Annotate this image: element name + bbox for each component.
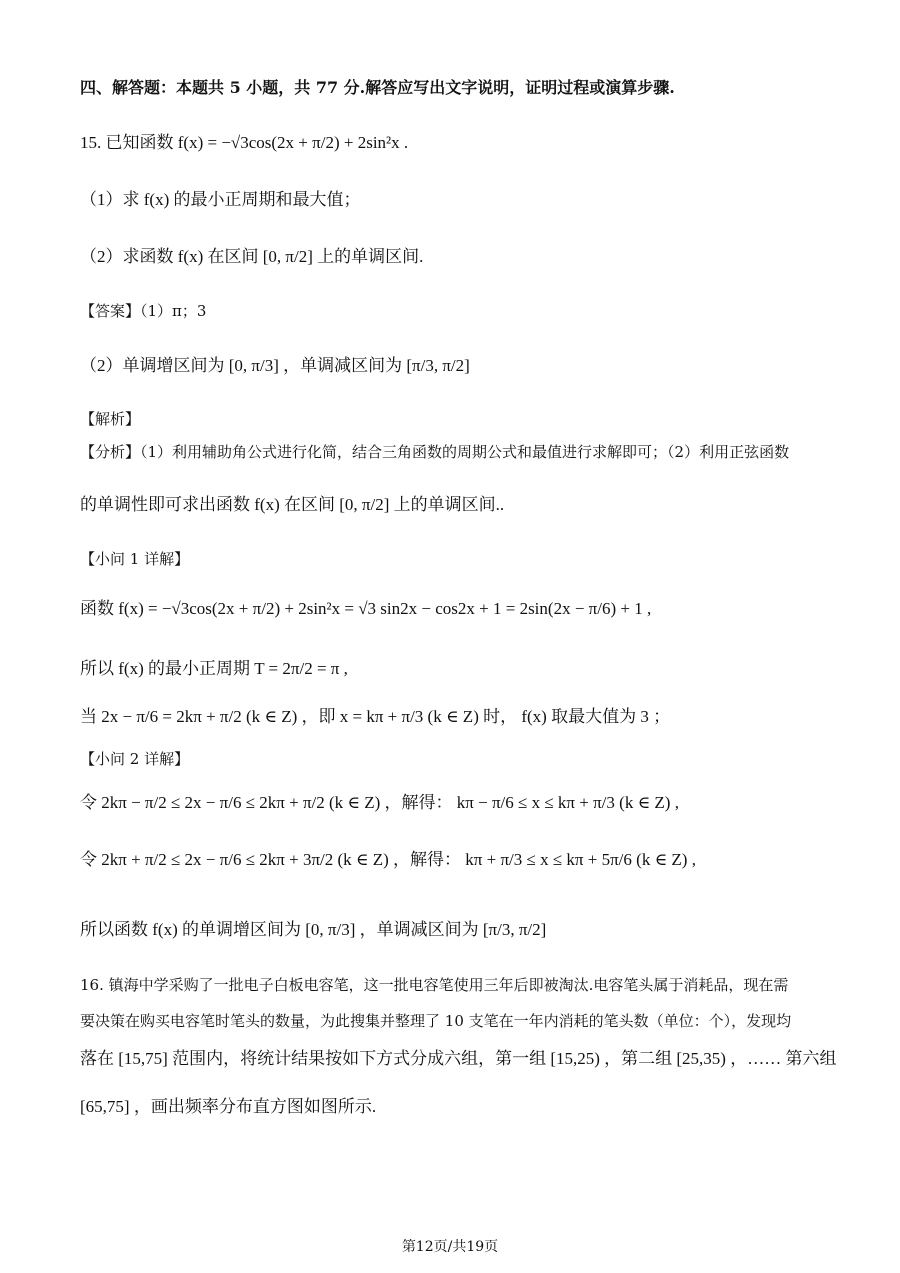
q15-answer2: （2）单调增区间为 [0, π/3] ，单调减区间为 [π/3, π/2] [80,356,470,375]
analysis-line-2: 的单调性即可求出函数 f(x) 在区间 [0, π/2] 上的单调区间.. [80,495,505,514]
section-heading: 四、解答题：本题共 5 小题，共 77 分.解答应写出文字说明，证明过程或演算步骤. [80,78,675,97]
sub2-line-1: 令 2kπ − π/2 ≤ 2x − π/6 ≤ 2kπ + π/2 (k ∈ Z) ，解得： kπ − π/6 ≤ x ≤ kπ + π/3 (k ∈ Z) , [80,793,679,812]
q15-answer1: 【答案】（1）π；3 [80,302,207,320]
q16-line-4: [65,75] ，画出频率分布直方图如图所示. [80,1097,377,1116]
sub2-line-2: 令 2kπ + π/2 ≤ 2x − π/6 ≤ 2kπ + 3π/2 (k ∈ Z) ，解得： kπ + π/3 ≤ x ≤ kπ + 5π/6 (k ∈ Z) , [80,850,696,869]
analysis-label: 【解析】 [80,410,141,428]
sub1-line-2: 所以 f(x) 的最小正周期 T = 2π/2 = π , [80,659,348,678]
q16-line-1: 16. 镇海中学采购了一批电子白板电容笔，这一批电容笔使用三年后即被淘汰.电容笔头属于消耗品，现在需 [80,976,789,994]
q15-part2: （2）求函数 f(x) 在区间 [0, π/2] 上的单调区间. [80,247,424,266]
q16-line-2: 要决策在购买电容笔时笔头的数量，为此搜集并整理了 10 支笔在一年内消耗的笔头数（单位：个），发现均 [80,1012,792,1030]
q16-line-3: 落在 [15,75] 范围内，将统计结果按如下方式分成六组，第一组 [15,25) ，第二组 [25,35) ，…… 第六组 [80,1049,837,1068]
q15-part1: （1）求 f(x) 的最小正周期和最大值； [80,190,361,209]
q15-stem: 15. 已知函数 f(x) = −√3cos(2x + π/2) + 2sin²x . [80,133,409,152]
sub1-line-3: 当 2x − π/6 = 2kπ + π/2 (k ∈ Z) ，即 x = kπ + π/3 (k ∈ Z) 时， f(x) 取最大值为 3 ； [80,707,671,726]
sub2-label: 【小问 2 详解】 [80,750,190,768]
page-footer: 第12页/共19页 [401,1239,499,1255]
analysis-line-1: 【分析】（1）利用辅助角公式进行化简，结合三角函数的周期公式和最值进行求解即可；（2）利用正弦函数 [80,443,790,461]
sub2-line-3: 所以函数 f(x) 的单调增区间为 [0, π/3] ，单调减区间为 [π/3, π/2] [80,920,547,939]
sub1-line-1: 函数 f(x) = −√3cos(2x + π/2) + 2sin²x = √3 sin2x − cos2x + 1 = 2sin(2x − π/6) + 1 , [80,599,652,618]
sub1-label: 【小问 1 详解】 [80,550,190,568]
